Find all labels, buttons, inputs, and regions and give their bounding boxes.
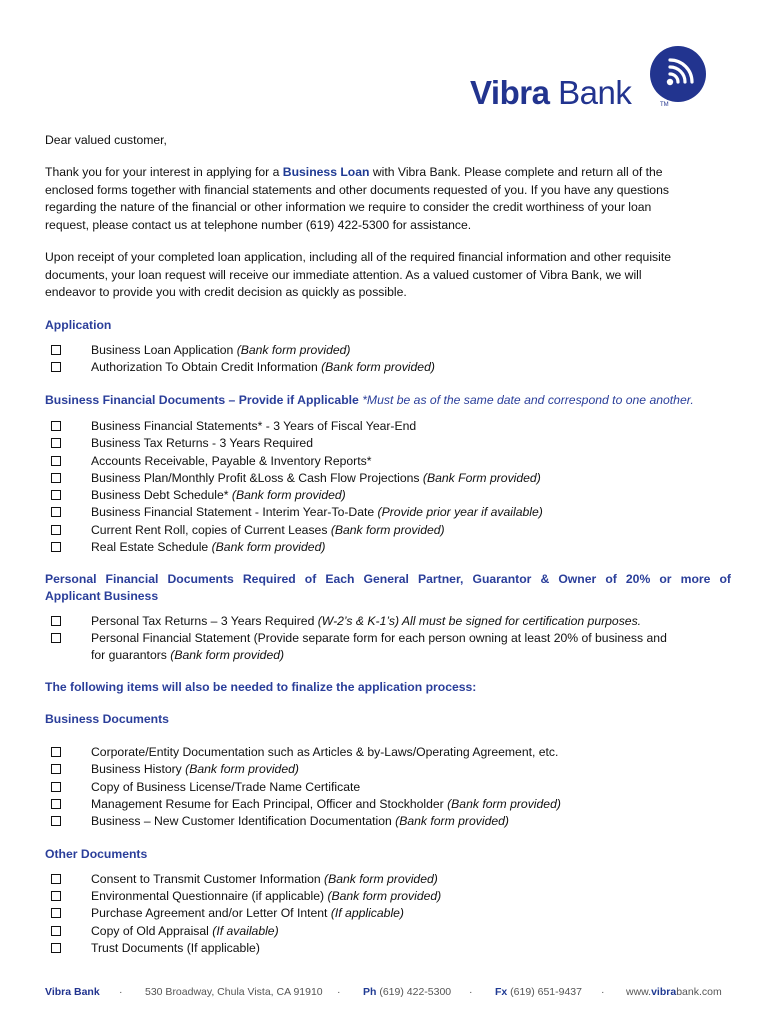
- checkbox[interactable]: [51, 747, 61, 757]
- checkbox[interactable]: [51, 908, 61, 918]
- checkbox[interactable]: [51, 891, 61, 901]
- section-title-personal-financial-cont: Applicant Business: [45, 589, 159, 603]
- checkbox[interactable]: [51, 456, 61, 466]
- checkbox[interactable]: [51, 438, 61, 448]
- section-title-application: Application: [45, 318, 112, 332]
- section-title-following: The following items will also be needed to finalize the application process:: [45, 680, 477, 694]
- checklist-item[interactable]: Business Debt Schedule* (Bank form provided): [51, 487, 741, 504]
- greeting: Dear valued customer,: [45, 133, 167, 147]
- footer-website-link[interactable]: www.vibrabank.com: [626, 986, 722, 998]
- footer-separator: ·: [601, 986, 605, 998]
- checkbox[interactable]: [51, 473, 61, 483]
- checkbox[interactable]: [51, 799, 61, 809]
- checklist-item[interactable]: Business Loan Application (Bank form provided): [51, 342, 741, 359]
- business-loan-emphasis: Business Loan: [282, 165, 370, 179]
- footer-separator: ·: [119, 986, 123, 998]
- checklist-item[interactable]: Business – New Customer Identification Documentation (Bank form provided): [51, 813, 741, 830]
- checklist-item[interactable]: Real Estate Schedule (Bank form provided): [51, 539, 741, 556]
- checklist-item[interactable]: Management Resume for Each Principal, Officer and Stockholder (Bank form provided): [51, 796, 741, 813]
- checklist-item[interactable]: Business Financial Statement - Interim Year-To-Date (Provide prior year if available): [51, 504, 741, 521]
- checkbox[interactable]: [51, 421, 61, 431]
- logo-wordmark: Vibra Bank: [470, 74, 632, 111]
- intro-paragraph: Thank you for your interest in applying for a Business Loan with Vibra Bank. Please complete and return all of the enclosed forms together with financial statements and other documents requested of you. If you have any questions regarding the nature of the financial or other information we require to consider the credit worthiness of your loan request, please contact us at telephone number (619) 422-5300 for assistance.: [45, 165, 669, 232]
- footer-fax: Fx (619) 651-9437: [495, 986, 582, 998]
- section-title-other-documents: Other Documents: [45, 847, 148, 861]
- checklist-item[interactable]: Authorization To Obtain Credit Information (Bank form provided): [51, 359, 741, 376]
- checkbox[interactable]: [51, 345, 61, 355]
- footer-address: 530 Broadway, Chula Vista, CA 91910: [145, 986, 323, 998]
- checklist-item[interactable]: Corporate/Entity Documentation such as Articles & by-Laws/Operating Agreement, etc.: [51, 744, 741, 761]
- checklist-item[interactable]: Personal Financial Statement (Provide separate form for each person owning at least 20% of business and for guarantors (Bank form provided): [51, 630, 741, 664]
- checklist-item[interactable]: Environmental Questionnaire (if applicable) (Bank form provided): [51, 888, 741, 905]
- checklist-item[interactable]: Business Plan/Monthly Profit &Loss & Cash Flow Projections (Bank Form provided): [51, 470, 741, 487]
- checklist-item[interactable]: Copy of Old Appraisal (If available): [51, 923, 741, 940]
- checklist-item[interactable]: Business Tax Returns - 3 Years Required: [51, 435, 741, 452]
- section-title-business-financial: Business Financial Documents – Provide if Applicable *Must be as of the same date and correspond to one another.: [45, 393, 694, 407]
- section-subtitle: *Must be as of the same date and correspond to one another.: [362, 393, 694, 407]
- section-title-business-documents: Business Documents: [45, 712, 169, 726]
- checklist-item[interactable]: Trust Documents (If applicable): [51, 940, 741, 957]
- checklist-item[interactable]: Purchase Agreement and/or Letter Of Intent (If applicable): [51, 905, 741, 922]
- checkbox[interactable]: [51, 764, 61, 774]
- logo-signal-icon: [648, 44, 708, 104]
- checklist-item[interactable]: Consent to Transmit Customer Information (Bank form provided): [51, 871, 741, 888]
- checkbox[interactable]: [51, 633, 61, 643]
- footer-bank-name: Vibra Bank: [45, 986, 100, 998]
- checklist-item[interactable]: Current Rent Roll, copies of Current Leases (Bank form provided): [51, 522, 741, 539]
- vibra-bank-logo: [470, 44, 710, 114]
- checkbox[interactable]: [51, 816, 61, 826]
- checkbox[interactable]: [51, 490, 61, 500]
- checklist-item[interactable]: Personal Tax Returns – 3 Years Required (W-2’s & K-1’s) All must be signed for certification purposes.: [51, 613, 741, 630]
- checklist-item[interactable]: Accounts Receivable, Payable & Inventory Reports*: [51, 453, 741, 470]
- checkbox[interactable]: [51, 525, 61, 535]
- footer-separator: ·: [469, 986, 473, 998]
- receipt-paragraph: Upon receipt of your completed loan application, including all of the required financial information and other requisite documents, your loan request will receive our immediate attention. As a valued customer of Vibra Bank, we will endeavor to provide you with credit decision as quickly as possible.: [45, 250, 672, 299]
- checkbox[interactable]: [51, 362, 61, 372]
- logo-trademark: TM: [660, 102, 669, 108]
- footer-separator: ·: [337, 986, 341, 998]
- checkbox[interactable]: [51, 782, 61, 792]
- checkbox[interactable]: [51, 616, 61, 626]
- checkbox[interactable]: [51, 874, 61, 884]
- checkbox[interactable]: [51, 926, 61, 936]
- checkbox[interactable]: [51, 507, 61, 517]
- checkbox[interactable]: [51, 542, 61, 552]
- footer-phone: Ph (619) 422-5300: [363, 986, 452, 998]
- checkbox[interactable]: [51, 943, 61, 953]
- section-title-personal-financial: Personal Financial Documents Required of Each General Partner, Guarantor & Owner of 20% or more of: [45, 572, 731, 586]
- checklist-item[interactable]: Copy of Business License/Trade Name Certificate: [51, 779, 741, 796]
- checklist-item[interactable]: Business History (Bank form provided): [51, 761, 741, 778]
- checklist-item[interactable]: Business Financial Statements* - 3 Years of Fiscal Year-End: [51, 418, 741, 435]
